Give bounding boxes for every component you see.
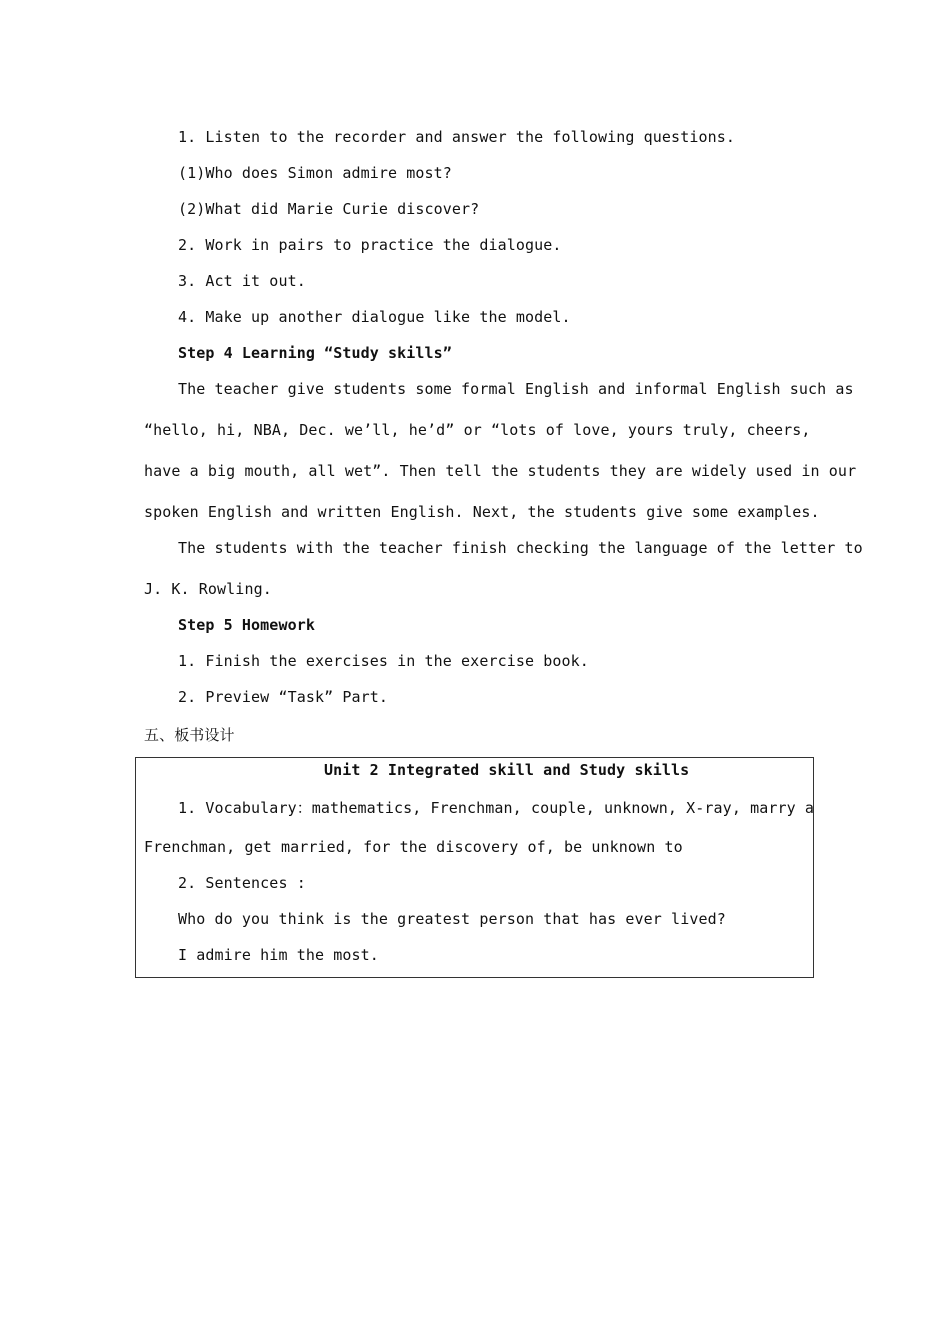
board-vocabulary-line2: Frenchman, get married, for the discovery of, be unknown to <box>144 838 683 856</box>
board-title: Unit 2 Integrated skill and Study skills <box>324 761 690 779</box>
question-1a: (1)Who does Simon admire most? <box>178 164 452 182</box>
step5-item-1: 1. Finish the exercises in the exercise book. <box>178 652 589 670</box>
step4-paragraph1-line4: spoken English and written English. Next, the students give some examples. <box>144 503 820 521</box>
step4-paragraph2-line1: The students with the teacher finish checking the language of the letter to <box>178 539 863 557</box>
question-1: 1. Listen to the recorder and answer the following questions. <box>178 128 735 146</box>
step5-heading: Step 5 Homework <box>178 616 315 634</box>
question-1b: (2)What did Marie Curie discover? <box>178 200 480 218</box>
step5-item-2: 2. Preview “Task” Part. <box>178 688 389 706</box>
board-vocabulary-line1: 1. Vocabulary：mathematics, Frenchman, couple, unknown, X-ray, marry a <box>178 799 814 817</box>
board-sentence-2: I admire him the most. <box>178 946 379 964</box>
question-4: 4. Make up another dialogue like the model. <box>178 308 571 326</box>
step4-paragraph2-line2: J. K. Rowling. <box>144 580 272 598</box>
section5-heading: 五、板书设计 <box>144 726 235 744</box>
board-sentence-1: Who do you think is the greatest person that has ever lived? <box>178 910 726 928</box>
step4-paragraph1-line1: The teacher give students some formal English and informal English such as <box>178 380 854 398</box>
step4-paragraph1-line2: “hello, hi, NBA, Dec. we’ll, he’d” or “lots of love, yours truly, cheers, <box>144 421 811 439</box>
step4-paragraph1-line3: have a big mouth, all wet”. Then tell the students they are widely used in our <box>144 462 857 480</box>
step4-heading: Step 4 Learning “Study skills” <box>178 344 452 362</box>
question-3: 3. Act it out. <box>178 272 306 290</box>
question-2: 2. Work in pairs to practice the dialogue. <box>178 236 562 254</box>
board-sentences-label: 2. Sentences : <box>178 874 306 892</box>
board-design-box <box>135 757 814 978</box>
